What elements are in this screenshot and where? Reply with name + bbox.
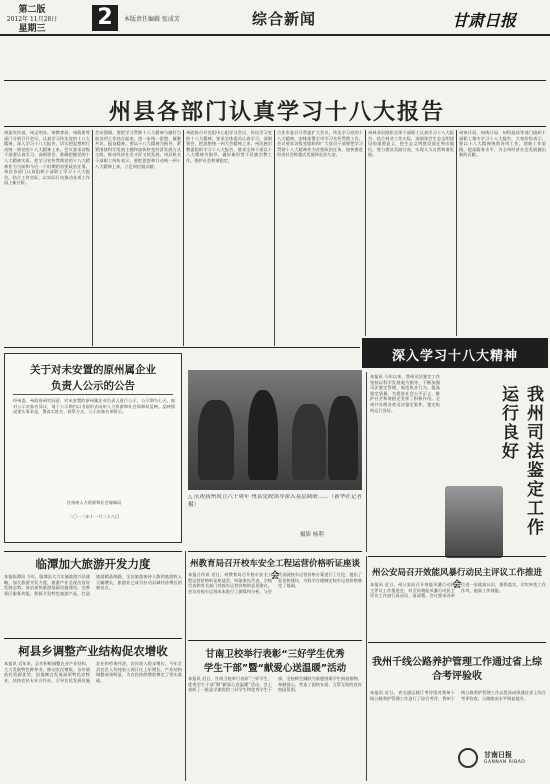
body-column-3: 州政协召开党组中心组学习会议，传达学习党的十八大精神，要求全体委员认真学习，深刻领会，把思想统一到大会精神上来。州民族宗教委组织学习十八大报告，要求全体干部以十八大精神为指导，做好新形势下民族宗教工作，维护社会和谐稳定。: [186, 130, 272, 163]
section-rule: [4, 551, 182, 552]
photo-credit: 摄影 杨利: [300, 532, 324, 538]
notice-dept: 甘南州人力资源和社会保障局: [66, 500, 122, 505]
main-headline: 州县各部门认真学习十八大报告: [108, 100, 445, 125]
column-divider: [274, 130, 275, 346]
body-column-2: 会议强调，要把学习贯彻十八大精神与做好当前各项工作结合起来，进一步统一思想、凝聚共识、振奋精神。要以十八大精神为指导，紧紧围绕科学发展主题和加快转变经济发展方式主线，推动经济社会又好又快发展。州县机关干部职工纷纷表示，要把思想和行动统一到十八大精神上来，立足岗位做贡献。: [95, 130, 181, 169]
person-figure: [198, 400, 234, 480]
body-column-6: 州审计局、州统计局、州科技局等部门组织干部职工集中学习十八大报告，大家纷纷表示，要以十八大精神统领各项工作，创新工作思路，提高服务水平，为全州经济社会发展做出新的贡献。: [459, 130, 546, 158]
column-divider: [366, 372, 367, 552]
column-divider: [92, 130, 93, 346]
section-rule: [4, 638, 182, 639]
notice-title-line2: 负责人公示的公告: [51, 380, 135, 392]
column-divider: [365, 130, 366, 336]
news-photo: [188, 370, 362, 490]
section-rule: [188, 551, 362, 552]
weekday-label: 星期三: [18, 24, 46, 34]
article-title-health-school-line2: 学生干部”暨“献爱心送温暖”活动: [203, 663, 347, 674]
footer-logo-sub: GANNAN RIBAO: [484, 760, 526, 765]
edition-label: 第二版: [18, 5, 46, 15]
section-rule: [368, 556, 546, 557]
page-number-badge: 2: [92, 5, 118, 31]
footer-logo-label: 甘南日报: [484, 751, 512, 759]
column-divider: [185, 551, 186, 781]
section-rule: [368, 642, 546, 643]
notice-body: 经州委、州政府研究同意，对未安置的原州属企业负责人进行公示，公示期为七天。如对公示对象有异议，请于公示期内以书面形式向州人力资源和社会保障局反映。反映情况要实事求是，署真实姓名、联系方式。公示对象名单附后。: [13, 398, 175, 415]
topic-banner-text: 深入学习十八大精神: [391, 349, 518, 364]
newspaper-brand: 甘肃日报: [452, 11, 517, 30]
judicial-article-title: 我州司法鉴定工作运行良好: [498, 385, 543, 537]
section-rule: [4, 347, 360, 348]
article-title-police: 州公安局召开效能风暴行动民主评议工作推进会: [371, 568, 542, 590]
article-body-school-bus: 本报合作讯 近日，州教育局召开校车安全工程运营价格听证座谈会，听取家长代表、学校代表和有关部门对校车运营价格的意见建议。会议对校车运营成本进行了测算和分析，与会代表就校车运营价格方案进行了讨论，提出了意见和建议，为科学合理制定校车运营价格奠定了基础。: [188, 572, 362, 594]
article-body-police: 本报讯 近日，州公安局召开效能风暴行动民主评议工作推进会，对全局效能风暴行动民主评议工作进行再动员、再部署。会议要求各单位进一步提高认识，狠抓落实，切实转变工作作风，提高工作效能。: [370, 582, 546, 599]
article-body-tourism: 本报临潭讯 今年，临潭县大力实施旅游兴县战略，加大旅游开发力度，旅游产业呈现出良好发展态势。该县加快旅游基础设施建设，完善景区服务功能，积极开发特色旅游产品，打造旅游精品线路，全县旅游接待人数和旅游收入大幅增长，旅游业已成为拉动县域经济增长的新亮点。: [4, 574, 182, 596]
person-figure: [248, 390, 278, 480]
column-divider: [456, 130, 457, 336]
portrait-photo: [445, 486, 503, 558]
article-body-health-school: 本报讯 近日，甘南卫校举行表彰“三好学生、优秀学生干部”暨“献爱心送温暖”活动。会上表彰了一批品学兼优的三好学生和优秀学生干部，全校师生踊跃为家庭困难学生捐款捐物，奉献爱心，营造了团结友爱、互帮互助的良好校园氛围。: [188, 676, 362, 693]
person-figure: [328, 396, 358, 480]
masthead-date-block: [2, 5, 62, 35]
body-column-4: 合作市委召开常委扩大会议，传达学习党的十八大精神，安排部署全市学习宣传贯彻工作。会议要求各级党组织和广大党员干部要把学习贯彻十八大精神作为首要政治任务，加快推进经济社会跨越式发展和长治久安。: [277, 130, 363, 158]
body-column-5: 州林业局组织全体干部职工认真学习十八大报告，结合林业工作实际，深刻领会生态文明建设的重要意义，把生态文明建设放在突出地位，努力建设美丽甘南，实现人与自然和谐发展。: [368, 130, 454, 158]
notice-rule: [13, 394, 173, 395]
headline-bottom-rule: [4, 126, 546, 127]
headline-top-rule: [4, 80, 546, 81]
photo-caption: △ 庆祝我州成立六十周年 州县党政领导深入基层调研……（新华社记者 摄）: [188, 494, 362, 508]
public-notice-box: [4, 353, 182, 543]
topic-banner: [362, 338, 548, 368]
article-title-school-bus: 州教育局召开校车安全工程运营价格听证座谈会: [189, 559, 360, 581]
notice-title-line1: 关于对未安置的原州属企业: [30, 364, 156, 376]
header-rule: [0, 34, 550, 36]
article-title-highway: 我州千线公路养护管理工作通过省上综合考评验收: [372, 657, 542, 682]
article-title-industry: 柯县乡调整产业结构促农增收: [18, 644, 168, 658]
article-body-industry: 本报讯 近年来，县乡积极调整农业产业结构，大力发展特色种养业，推动农民增收。各乡镇依托资源优势，因地制宜发展高原特色农牧业，扶持农民专业合作社，引导农民发展设施农业和劳务经济，农民收入稳步增长。今年全县农民人均纯收入预计比上年增长，产业结构调整成效明显，为农民持续增收奠定了坚实基础。: [4, 661, 182, 683]
body-column-1: 州委宣传部、州文明办、州教育局、州政协等部门分别召开会议，认真学习传达党的十八大精神，深入学习十八大报告，切实把思想和行动统一到党的十八大精神上来。会议要求各级干部要认真学习、深刻领会、准确把握党的十八大精神实质，把学习宣传贯彻党的十八大精神作为当前和今后一个时期的首要政治任务。州县各部门认真组织干部职工学习十八大报告，结合工作实际，以实际行动推动各项工作再上新台阶。: [4, 130, 90, 186]
section-rule: [188, 640, 362, 641]
editor-line: 本版责任编辑 张成芳: [124, 16, 180, 23]
article-title-health-school-line1: 甘南卫校举行表彰“三好学生优秀: [205, 649, 345, 660]
notice-date: 二〇一二年十一月二十八日: [68, 514, 120, 519]
column-divider: [183, 130, 184, 346]
judicial-article-body: 本报讯 今年以来，我州司法鉴定工作坚持以科学发展观为指导，不断加强司法鉴定管理，规范执业行为，提高鉴定质量，为促进社会公平正义、维护社会和谐稳定发挥了积极作用。全州共办理各类司法鉴定案件，鉴定机构运行良好。: [370, 374, 440, 413]
article-body-highway: 本报讯 近日，省交通运输厅考评组对我州干线公路养护管理工作进行了综合考评，我州干线公路养护管理工作以优异成绩通过省上综合考评验收，公路路况水平明显提升。: [370, 690, 546, 701]
section-title: 综合新闻: [252, 10, 317, 28]
article-title-tourism: 临潭加大旅游开发力度: [35, 557, 151, 571]
column-divider: [366, 556, 367, 781]
issue-date: 2012年 11月28日: [6, 16, 58, 23]
person-figure: [292, 404, 326, 480]
newspaper-logo-icon: [458, 748, 478, 768]
